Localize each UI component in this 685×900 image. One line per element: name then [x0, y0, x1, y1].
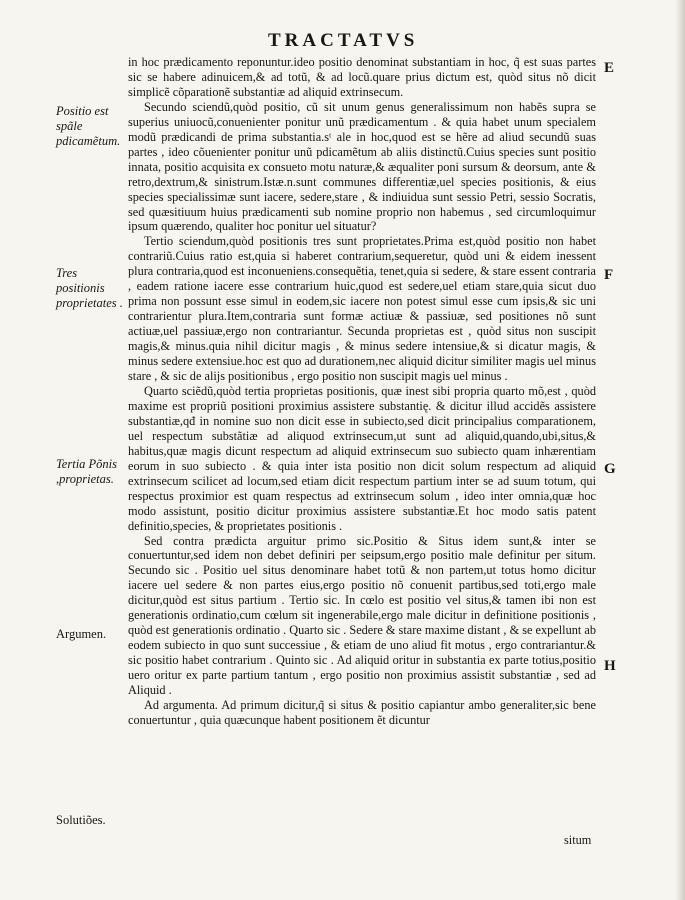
paragraph-argumenta: Sed contra prædicta arguitur primo sic.Positio & Situs idem sunt,& inter se conuertuntur,sed idem non debet definiri per seipsum,ergo positio male definitur per situm. Secundo sic . Positio uel situs denominare habet totũ & non partem,ut totus homo dicitur iacere uel sedere & non partes eius,ergo positio nõ conuenit partibus,sed toti,ergo male dicitur,quòd est situs partium . Tertio sic. In cœlo est positio vel situs,& tamen ibi non est generationis ordinatio,cum cœlum sit ingenerabile,ergo male dicitur in definitione positionis , quòd est generationis ordinatio . Quarto sic . Sedere & stare maxime distant , & se expellunt ab eodem subiecto in quo sunt successiue , & etiam de uno aliud fit motus , ergo contrariantur.& sic positio habet contrarium . Quinto sic . Ad aliquid oritur in substantia ex parte totius,positio uero oritur ex parte partium tantum , ergo positio non proximius assistit substantiæ , sed ad Aliquid .	[128, 533, 596, 698]
catchword: situm	[564, 833, 592, 847]
margin-note-solutiones: Solutiões.	[56, 813, 106, 827]
page-right-edge	[675, 0, 685, 900]
margin-note-tertia-proprietas: Tertia Põnis ,proprietas.	[56, 457, 118, 486]
section-letter-e: E	[604, 60, 615, 76]
body-text	[128, 55, 596, 728]
section-letter-f: F	[604, 267, 614, 283]
section-letter-h: H	[604, 658, 616, 674]
section-letter-g: G	[604, 461, 616, 477]
paragraph-quarto: Quarto sciẽdũ,quòd tertia proprietas positionis, quæ inest sibi propria quarto mõ,est , quòd maxime est propriũ positioni proximius assistere substantię. & dicitur illud accidẽs assistere substantiæ,qđ in nomine suo non dicit esse in subiecto,sed dicit principalius comparationem, uel respectum substãtiæ ad aliquod extrinsecum,ut sunt ad aliquid,quando,ubi,situs,& habitus,quæ magis dicunt respectum ad aliquid extrinsecum suo subiecto quam inhærentiam eorum in suo subiecto . & quia inter ista positio non dicit solum respectum ad aliquid extrinsecum scilicet ad locum,sed etiam dicit respectum partium inter se ad suum totum, qui respectus proximior est quam respectus ad extrinsecum solum , ideo inter omnia,quæ hoc modo assistunt, positio dicitur proximius assistere substantiæ.Et hoc modo satis patent definitio,species, & proprietates positionis .	[128, 383, 596, 533]
margin-note-argumenta: Argumen.	[56, 627, 107, 641]
paragraph-secundo: Secundo sciendũ,quòd positio, cũ sit unum genus generalissimum non habẽs supra se superius uniuocũ,conuenienter ponitur unũ prædicamentum . & quia habet unum specialem modũ prædicandi de prima substantia.sᵗ ale in hoc,quod est se hẽre ad aliud secundũ suas partes , ideo cõuenienter ponitur unũ pdicamẽtum ab aliis distinctũ.Cuius species sunt positio innata, positio acquisita ex consueto motu naturæ,& æqualiter poni sursum & deorsum, ante & retro,dextrum,& sinistrum.Istæ.n.sunt communes differentiæ,uel species positionis, & eius species specialissimæ sunt iacere, sedere,stare , & indiuidua sunt sessio Petri, sessio Socratis, sed quæsitiuum huius prædicamenti sub nomine proprio non habemus , sed circumloquimur ipsum quærendo, qualiter hoc ponitur uel situatur?	[128, 99, 596, 234]
running-head: TRACTATVS	[268, 30, 419, 51]
paragraph-continuation: in hoc prædicamento reponuntur.ideo positio denominat substantiam in hoc, q̃ est suas partes sic se habere adinuicem,& ad totũ, & ad locũ.quare prius dictum est, quòd situs nõ dicit simplicẽ cõparationẽ substantiæ ad aliquid extrinsecum.	[128, 55, 596, 99]
paragraph-solutiones: Ad argumenta. Ad primum dicitur,q̃ si situs & positio capiantur ambo generaliter,sic bene conuertuntur , quia quæcunque habent positionem ẽt dicuntur	[128, 697, 596, 727]
margin-note-tres-proprietates: Tres positionis proprietates .	[56, 266, 123, 310]
paragraph-tertio: Tertio sciendum,quòd positionis tres sunt proprietates.Prima est,quòd positio non habet contrariũ.Cuius ratio est,quia si haberet contrarium,sequeretur, quòd uni & eidem inessent plura contraria,quod est inconueniens.consequẽtia, tenet,quia si sedere, & stare essent contraria , eadem ratione iacere esse contrarium huic,quod est sedere,uel etiam stare,quia sicut duo prima non possunt esse simul in eodem,sic iacere non potest simul esse cum ipsis,& sic uni contrarientur plura.Item,contraria sunt formæ actiuæ & passiuæ, sed positiones nõ sunt actiuæ,uel passiuæ,ergo non contrariantur. Secunda proprietas est , quòd situs non suscipit magis,& minus.quia nihil dicitur magis , & minus sedere intensiue,& si dicatur magis, & minus sedere extensiue.hoc est quo ad durationem,nec aliquid dicitur similiter magis uel minus stare , & sic de alijs positionibus , ergo positio non suscipit magis uel minus .	[128, 234, 596, 384]
margin-note-positio: Positio est spãle pdicamẽtum.	[56, 104, 121, 148]
